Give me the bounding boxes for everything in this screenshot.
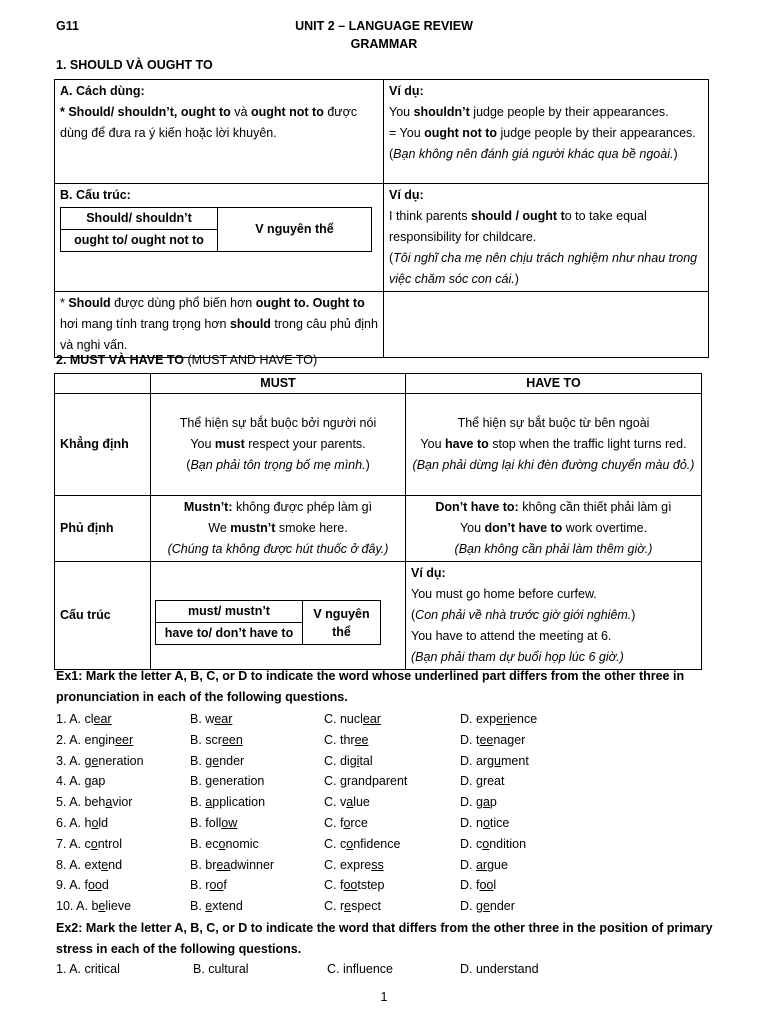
ex1-option-c: C. footstep [324,878,385,893]
ex1-option-a: 10. A. believe [56,899,132,914]
have-affirmative: Thể hiện sự bắt buộc từ bên ngoài You have to stop when the traffic light turns red. (Bạn phải dừng lại khi đèn đường chuyển màu đỏ.) [406,394,702,496]
must-table [54,373,702,670]
must-structure-cell [151,562,406,670]
must-negative: Mustn’t: không được phép làm gì We mustn’t smoke here. (Chúng ta không được hút thuốc ở đây.) [151,496,406,562]
ex1-option-c: C. express [324,857,384,872]
ex1-option-a: 1. A. clear [56,712,112,726]
ex1-option-d: D. gap [460,795,497,810]
grammar-title: GRAMMAR [350,37,418,51]
ex2-option-d: D. understand [460,962,539,976]
ex2-question-1 [56,959,756,980]
ex1-question-1 [56,709,756,730]
ex1-option-d: D. great [460,774,505,789]
must-affirmative: Thể hiện sự bắt buộc bởi người nói You must respect your parents. (Bạn phải tôn trọng bố mẹ mình.) [151,394,406,496]
ex1-option-c: C. value [324,795,370,810]
row-negative: Phủ định [55,496,151,562]
ex1-option-b: B. extend [190,899,243,914]
must-structure-table [155,600,381,645]
example1b-text: = You ought not to judge people by their appearances. (Bạn không nên đánh giá người khác qua bề ngoài.) [389,126,696,161]
ex1-option-d: D. gender [460,899,515,914]
ex1-option-a: 7. A. control [56,836,123,851]
example2-label: Ví dụ: [389,188,424,202]
ex1-option-d: D. experience [460,712,538,726]
ex1-option-b: B. roof [190,878,227,893]
ex1-option-d: D. argue [460,857,508,872]
usage-title: A. Cách dùng: [60,84,145,98]
ex1-option-d: D. fool [460,878,497,893]
structure-must: must/ mustn’t [156,601,303,623]
structure-have: have to/ don’t have to [156,623,303,645]
ex1-option-b: B. economic [190,836,259,851]
must-header: MUST [151,374,406,394]
ex1-option-c: C. three [324,732,369,747]
row-affirmative: Khẳng định [55,394,151,496]
ex1-option-b: B. screen [190,732,243,747]
ex1-question-8 [56,855,756,876]
ex1-question-2 [56,730,756,751]
should-table [54,79,709,358]
ex1-option-b: B. follow [190,815,238,830]
ex1-question-10 [56,896,756,917]
ex2-instruction: Ex2: Mark the letter A, B, C, or D to indicate the word that differs from the other three in the position of primary stress in each of the following questions. [56,921,713,956]
ex1-option-a: 9. A. food [56,878,109,893]
structure-table [60,207,372,252]
note-cell [55,292,384,358]
note-text: * Should được dùng phổ biến hơn ought to. Ought to hơi mang tính trang trọng hơn should trong câu phủ định và nghi vấn. [60,296,378,352]
ex2-option-a: 1. A. critical [56,962,120,976]
ex1-option-a: 3. A. generation [56,753,144,768]
section1-title: 1. SHOULD VÀ OUGHT TO [56,58,213,72]
ex1-instruction: Ex1: Mark the letter A, B, C, or D to indicate the word whose underlined part differs from the other three in pronunciation in each of the following questions. [56,669,685,704]
example2-cell [384,184,709,292]
structure-must-verb: V nguyên thể [303,601,381,645]
ex1-option-c: C. grandparent [324,774,408,789]
example1-text: You shouldn’t judge people by their appearances. [389,105,669,119]
ex1-question-5 [56,792,756,813]
ex1-questions [56,709,756,917]
structure-cell [55,184,384,292]
ex2-questions [56,959,756,980]
ex1-option-c: C. nuclear [324,712,381,726]
ex1-question-3 [56,751,756,772]
ex1-option-a: 6. A. hold [56,815,109,830]
ex1-option-c: C. confidence [324,836,401,851]
structure-title: B. Cấu trúc: [60,188,131,202]
structure-ought: ought to/ ought not to [61,230,218,252]
example-label: Ví dụ: [389,84,424,98]
ex1-option-b: B. wear [190,712,233,726]
ex1-option-c: C. digital [324,753,373,768]
usage-text: * Should/ shouldn’t, ought to và ought not to được dùng để đưa ra ý kiến hoặc lời khuyên. [60,105,358,140]
ex1-option-d: D. teenager [460,732,526,747]
have-negative: Don’t have to: không cần thiết phải làm gì You don’t have to work overtime. (Bạn không cần phải làm thêm giờ.) [406,496,702,562]
example2-translation: (Tôi nghĩ cha mẹ nên chịu trách nghiệm như nhau trong việc chăm sóc con cái.) [389,251,698,286]
row-structure: Cấu trúc [55,562,151,670]
structure-verb: V nguyên thể [218,208,372,252]
structure-should: Should/ shouldn’t [61,208,218,230]
ex1-option-a: 5. A. behavior [56,795,133,810]
example1-cell [384,80,709,184]
have-header: HAVE TO [406,374,702,394]
ex1-option-c: C. respect [324,899,381,914]
ex1-option-b: B. gender [190,753,245,768]
page-number: 1 [380,990,388,1004]
ex1-option-d: D. argument [460,753,529,768]
ex1-option-d: D. notice [460,815,510,830]
corner-cell [55,374,151,394]
section2-title: 2. MUST VÀ HAVE TO (MUST AND HAVE TO) [56,353,318,367]
ex1-option-b: B. breadwinner [190,857,275,872]
ex1-question-6 [56,813,756,834]
unit-title: UNIT 2 – LANGUAGE REVIEW [295,19,473,33]
empty-cell [384,292,709,358]
usage-cell [55,80,384,184]
ex1-question-9 [56,875,756,896]
must-examples: Ví dụ: You must go home before curfew. (Con phải về nhà trước giờ giới nghiêm.) You have to attend the meeting at 6. (Bạn phải tham dự buổi họp lúc 6 giờ.) [406,562,702,670]
example2-text: I think parents should / ought to to take equal responsibility for childcare. [389,209,647,244]
ex1-option-b: B. generation [190,774,265,789]
ex1-option-b: B. application [190,795,266,810]
grade-label: G11 [56,19,79,33]
ex1-option-d: D. condition [460,836,527,851]
ex2-option-b: B. cultural [193,962,249,976]
ex2-option-c: C. influence [327,962,394,976]
ex1-option-a: 8. A. extend [56,857,123,872]
ex1-question-7 [56,834,756,855]
ex1-question-4 [56,771,756,792]
ex1-option-a: 2. A. engineer [56,732,134,747]
ex1-option-c: C. force [324,815,368,830]
ex1-option-a: 4. A. gap [56,774,106,789]
